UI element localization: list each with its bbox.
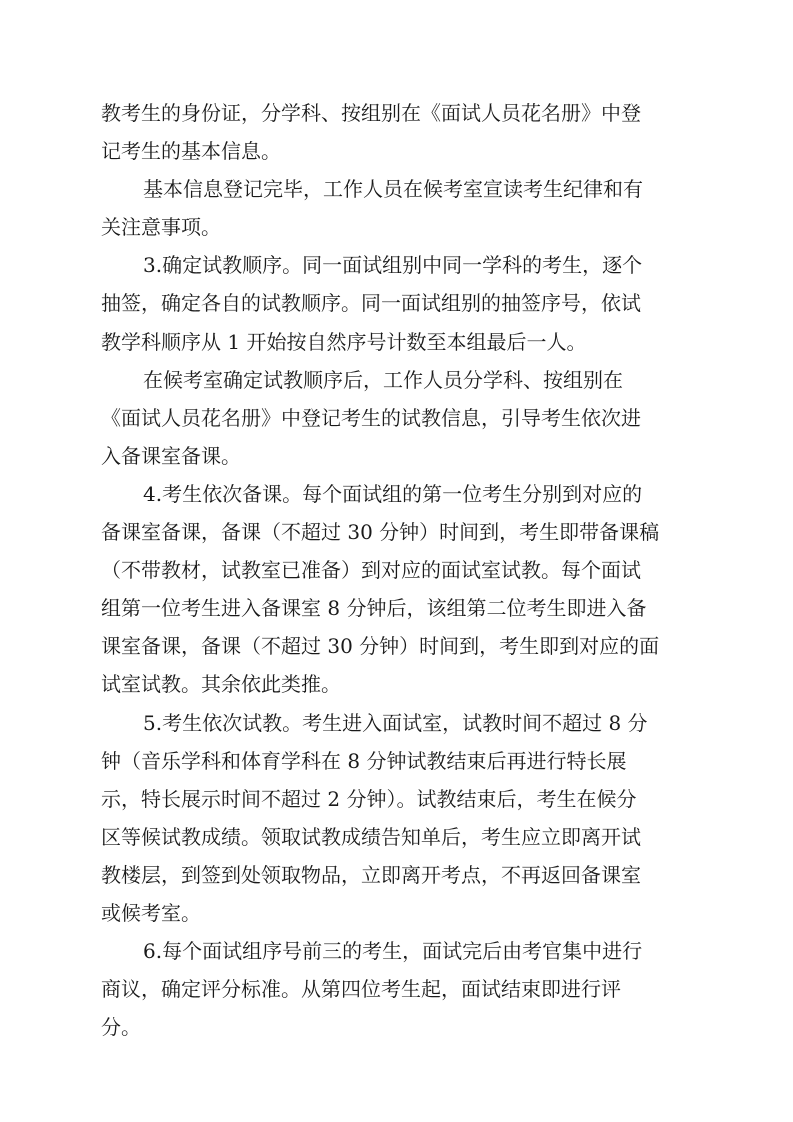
text-line: 分。 [101,1015,141,1040]
text-line: 教楼层，到签到处领取物品，立即离开考点，不再返回备课室 [101,862,641,887]
text-line: 在候考室确定试教顺序后，工作人员分学科、按组别在 [143,367,623,392]
text-line: 或候考室。 [101,900,201,925]
text-line: 入备课室备课。 [101,443,241,468]
text-line: 区等候试教成绩。领取试教成绩告知单后，考生应立即离开试 [101,824,641,849]
text-line: 示，特长展示时间不超过 2 分钟）。试教结束后，考生在候分 [101,786,637,811]
text-line: 课室备课，备课（不超过 30 分钟）时间到，考生即到对应的面 [101,634,660,659]
text-line: 基本信息登记完毕，工作人员在候考室宣读考生纪律和有 [143,177,643,202]
text-line: 钟（音乐学科和体育学科在 8 分钟试教结束后再进行特长展 [101,748,627,773]
text-line: 试室试教。其余依此类推。 [101,672,341,697]
text-line: 商议，确定评分标准。从第四位考生起，面试结束即进行评 [101,977,621,1002]
text-line: 组第一位考生进入备课室 8 分钟后，该组第二位考生即进入备 [101,596,647,621]
text-line: 记考生的基本信息。 [101,139,281,164]
document-body [101,94,693,1046]
text-line: 教学科顺序从 1 开始按自然序号计数至本组最后一人。 [101,329,587,354]
text-line: 3.确定试教顺序。同一面试组别中同一学科的考生，逐个 [143,253,643,278]
text-line: 6.每个面试组序号前三的考生，面试完后由考官集中进行 [143,939,643,964]
text-line: 教考生的身份证，分学科、按组别在《面试人员花名册》中登 [101,101,641,125]
text-line: 《面试人员花名册》中登记考生的试教信息，引导考生依次进 [101,405,641,430]
text-line: 备课室备课，备课（不超过 30 分钟）时间到，考生即带备课稿 [101,520,660,545]
text-line: 关注意事项。 [101,215,221,240]
text-line: （不带教材，试教室已准备）到对应的面试室试教。每个面试 [101,558,641,583]
text-line: 抽签，确定各自的试教顺序。同一面试组别的抽签序号，依试 [101,291,641,316]
text-line: 4.考生依次备课。每个面试组的第一位考生分别到对应的 [143,481,643,506]
text-line: 5.考生依次试教。考生进入面试室，试教时间不超过 8 分 [143,710,648,735]
